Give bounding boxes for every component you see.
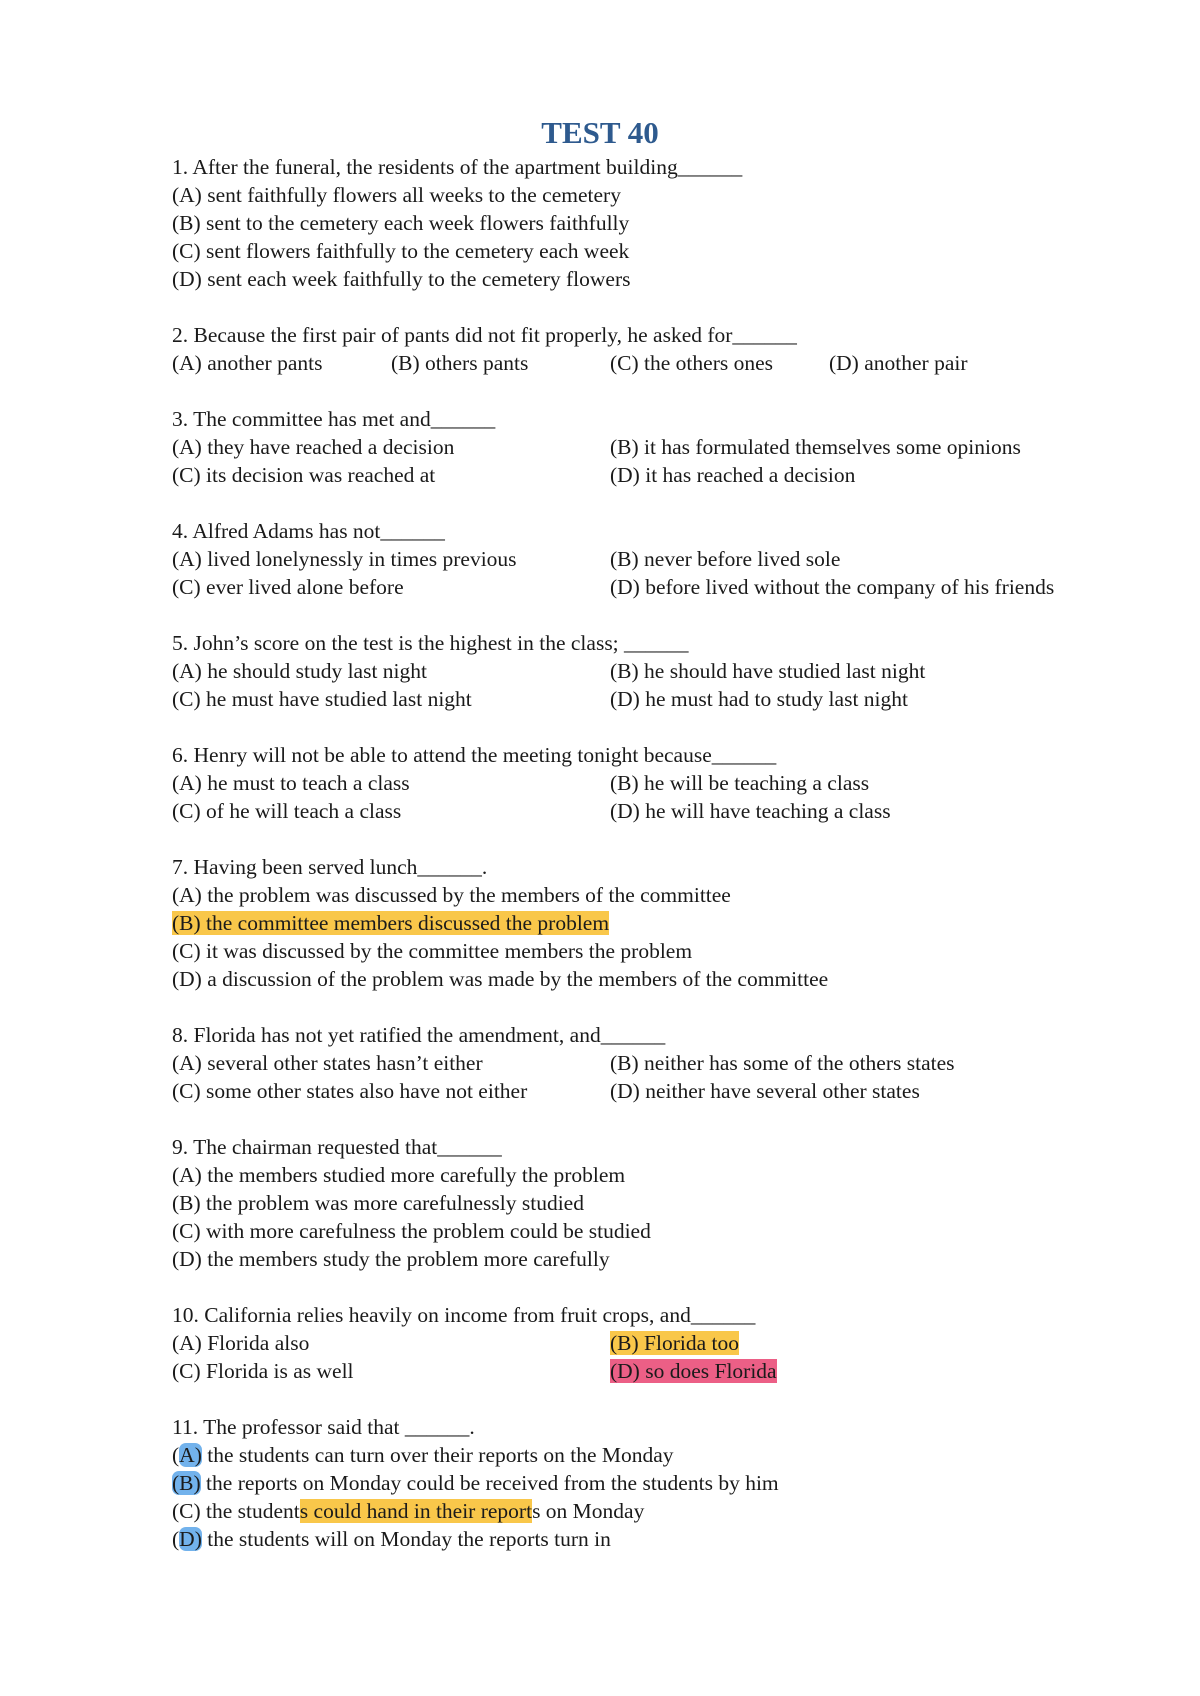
highlighted-answer: (B) Florida too bbox=[610, 1331, 739, 1355]
option-c: (C) ever lived alone before bbox=[172, 575, 404, 599]
question-stem: 10. California relies heavily on income from fruit crops, and______ bbox=[172, 1303, 756, 1327]
option-a: (A) several other states hasn’t either bbox=[172, 1051, 483, 1075]
highlighted-answer: (B) the committee members discussed the problem bbox=[172, 911, 610, 935]
option-b: (B) it has formulated themselves some opinions bbox=[610, 435, 1021, 459]
question-8 bbox=[172, 1021, 1132, 1105]
question-4 bbox=[172, 517, 1132, 601]
option-b: (B) he should have studied last night bbox=[610, 659, 926, 683]
option-row bbox=[172, 1329, 1132, 1357]
option-d: (D) the members study the problem more carefully bbox=[172, 1247, 610, 1271]
highlighted-letter: (B) bbox=[172, 1471, 201, 1495]
option-b: (B) others pants bbox=[391, 351, 529, 375]
question-stem: 11. The professor said that ______. bbox=[172, 1415, 475, 1439]
option-row bbox=[172, 461, 1132, 489]
option-row bbox=[172, 685, 1132, 713]
option-row bbox=[172, 349, 1132, 377]
question-stem: 7. Having been served lunch______. bbox=[172, 855, 488, 879]
option-c: (C) of he will teach a class bbox=[172, 799, 402, 823]
option-c: (C) Florida is as well bbox=[172, 1359, 354, 1383]
question-2 bbox=[172, 321, 1132, 377]
option-a bbox=[172, 1441, 1132, 1469]
question-stem: 2. Because the first pair of pants did not fit properly, he asked for______ bbox=[172, 323, 797, 347]
option-d: (D) a discussion of the problem was made by the members of the committee bbox=[172, 967, 829, 991]
option-row bbox=[172, 573, 1132, 601]
question-11 bbox=[172, 1413, 1132, 1553]
option-d: (D) sent each week faithfully to the cemetery flowers bbox=[172, 267, 631, 291]
option-b: (B) never before lived sole bbox=[610, 547, 841, 571]
option-text: the reports on Monday could be received from the students by him bbox=[200, 1471, 779, 1495]
option-row bbox=[172, 1077, 1132, 1105]
option-paren: ( bbox=[172, 1527, 180, 1551]
question-stem: 3. The committee has met and______ bbox=[172, 407, 496, 431]
option-a: (A) sent faithfully flowers all weeks to the cemetery bbox=[172, 183, 621, 207]
highlighted-letter: A) bbox=[179, 1443, 202, 1467]
option-c: (C) its decision was reached at bbox=[172, 463, 436, 487]
option-text: s on Monday bbox=[532, 1499, 645, 1523]
option-d: (D) before lived without the company of his friends bbox=[610, 575, 1055, 599]
option-a: (A) the problem was discussed by the members of the committee bbox=[172, 883, 731, 907]
question-stem: 5. John’s score on the test is the highest in the class; ______ bbox=[172, 631, 689, 655]
highlighted-answer: (D) so does Florida bbox=[610, 1359, 777, 1383]
option-b: (B) he will be teaching a class bbox=[610, 771, 870, 795]
option-b bbox=[172, 1469, 1132, 1497]
option-row bbox=[172, 657, 1132, 685]
option-b: (B) sent to the cemetery each week flowers faithfully bbox=[172, 211, 630, 235]
option-a: (A) he should study last night bbox=[172, 659, 427, 683]
option-row bbox=[172, 545, 1132, 573]
option-text: (C) the student bbox=[172, 1499, 300, 1523]
question-3 bbox=[172, 405, 1132, 489]
option-c: (C) it was discussed by the committee members the problem bbox=[172, 939, 693, 963]
option-d: (D) it has reached a decision bbox=[610, 463, 856, 487]
highlighted-phrase: s could hand in their report bbox=[299, 1499, 533, 1523]
option-a: (A) Florida also bbox=[172, 1331, 310, 1355]
option-d: (D) neither have several other states bbox=[610, 1079, 920, 1103]
question-9 bbox=[172, 1133, 1132, 1273]
question-7 bbox=[172, 853, 1132, 993]
option-c: (C) some other states also have not either bbox=[172, 1079, 528, 1103]
question-stem: 1. After the funeral, the residents of the apartment building______ bbox=[172, 155, 743, 179]
highlighted-letter: D) bbox=[179, 1527, 202, 1551]
question-stem: 6. Henry will not be able to attend the meeting tonight because______ bbox=[172, 743, 777, 767]
option-row bbox=[172, 769, 1132, 797]
option-c: (C) he must have studied last night bbox=[172, 687, 472, 711]
question-5 bbox=[172, 629, 1132, 713]
option-row bbox=[172, 433, 1132, 461]
option-d: (D) he must had to study last night bbox=[610, 687, 908, 711]
option-text: the students can turn over their reports on the Monday bbox=[201, 1443, 674, 1467]
option-d bbox=[172, 1525, 1132, 1553]
question-1 bbox=[172, 153, 1132, 293]
question-stem: 9. The chairman requested that______ bbox=[172, 1135, 502, 1159]
option-a: (A) they have reached a decision bbox=[172, 435, 455, 459]
question-10 bbox=[172, 1301, 1132, 1385]
option-a: (A) another pants bbox=[172, 351, 323, 375]
option-row bbox=[172, 1357, 1132, 1385]
question-6 bbox=[172, 741, 1132, 825]
question-list bbox=[172, 153, 1132, 1581]
page-title: TEST 40 bbox=[541, 115, 659, 150]
option-row bbox=[172, 1049, 1132, 1077]
option-d bbox=[610, 1357, 1048, 1385]
option-a: (A) he must to teach a class bbox=[172, 771, 410, 795]
option-c: (C) sent flowers faithfully to the cemetery each week bbox=[172, 239, 630, 263]
option-c bbox=[172, 1497, 1132, 1525]
option-d: (D) another pair bbox=[829, 351, 968, 375]
option-b: (B) the problem was more carefulnessly studied bbox=[172, 1191, 584, 1215]
option-c: (C) the others ones bbox=[610, 351, 774, 375]
option-text: the students will on Monday the reports turn in bbox=[201, 1527, 611, 1551]
option-b bbox=[172, 909, 1132, 937]
option-b bbox=[610, 1329, 1048, 1357]
option-d: (D) he will have teaching a class bbox=[610, 799, 891, 823]
question-stem: 8. Florida has not yet ratified the amendment, and______ bbox=[172, 1023, 666, 1047]
question-stem: 4. Alfred Adams has not______ bbox=[172, 519, 445, 543]
option-a: (A) lived lonelynessly in times previous bbox=[172, 547, 517, 571]
option-b: (B) neither has some of the others states bbox=[610, 1051, 955, 1075]
option-c: (C) with more carefulness the problem could be studied bbox=[172, 1219, 651, 1243]
option-paren: ( bbox=[172, 1443, 180, 1467]
option-row bbox=[172, 797, 1132, 825]
option-a: (A) the members studied more carefully the problem bbox=[172, 1163, 626, 1187]
